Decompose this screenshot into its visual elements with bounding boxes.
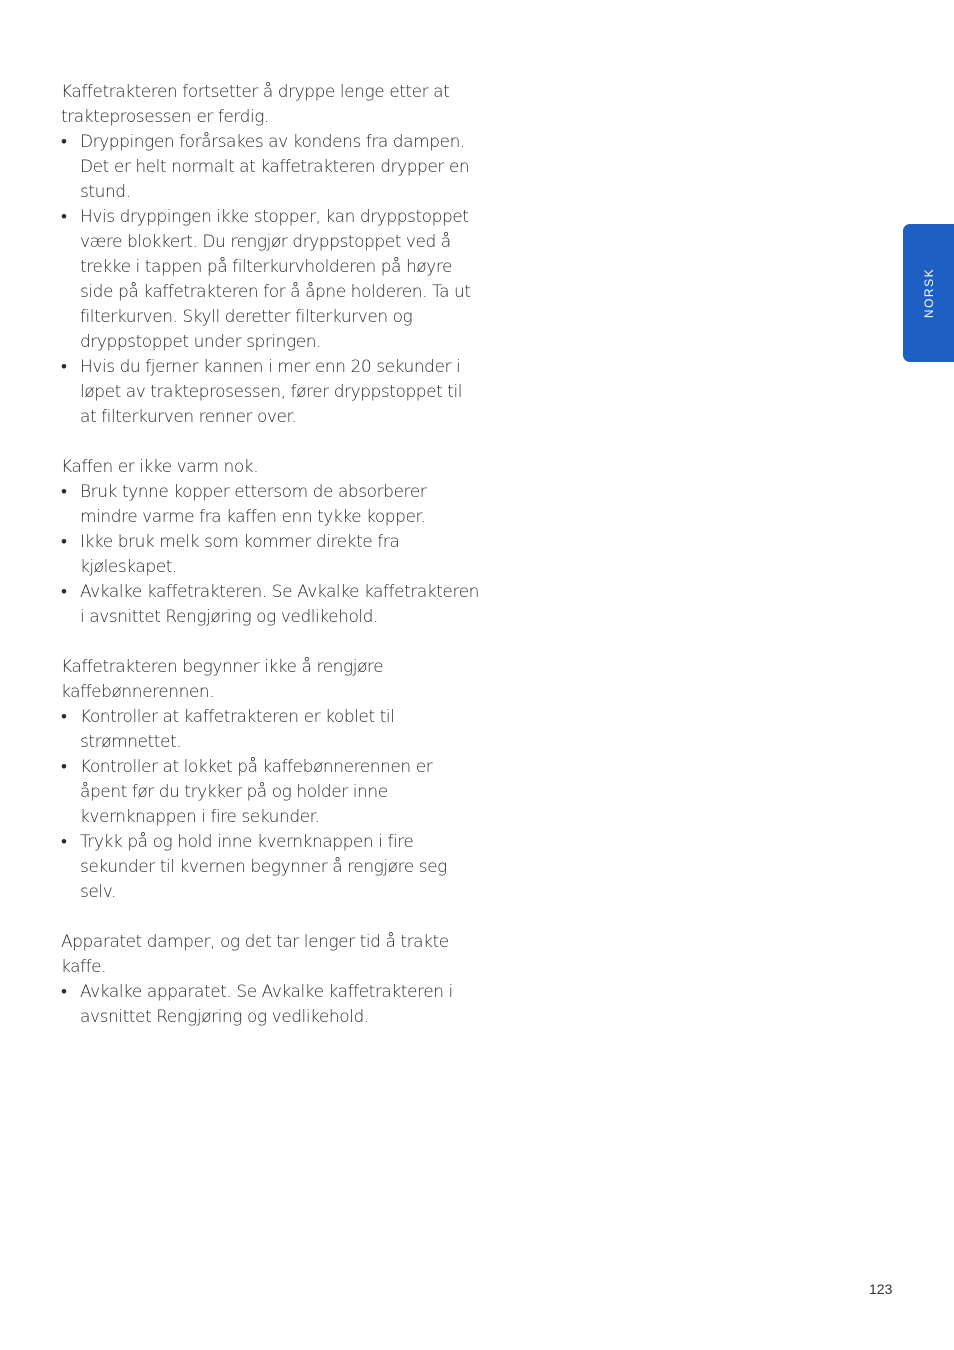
list-item-text: Hvis dryppingen ikke stopper, kan dryppstoppet være blokkert. Du rengjør dryppstoppet ved å trekke i tappen på filterkurvholderen på høyre side på kaffetrakteren for å åpne holderen. Ta ut filterkurven. Skyll deretter filterkurven og dryppstoppet under springen. [80,207,471,352]
bullet-icon: • [61,132,67,152]
bullet-list [61,480,481,630]
list-item-text: Avkalke kaffetrakteren. Se Avkalke kaffetrakteren i avsnittet Rengjøring og vedlikehold. [80,582,479,627]
list-item-text: Trykk på og hold inne kvernknappen i fire sekunder til kvernen begynner å rengjøre seg selv. [80,832,447,902]
list-item [61,580,481,630]
section-title: Kaffen er ikke varm nok. [61,457,259,477]
section-title: Kaffetrakteren begynner ikke å rengjøre kaffebønnerennen. [61,657,384,702]
bullet-icon: • [61,207,67,227]
section-title: Kaffetrakteren fortsetter å dryppe lenge etter at trakteprosessen er ferdig. [61,82,450,127]
list-item [61,205,481,355]
bullet-list [61,980,481,1030]
page-number: 123 [869,1281,893,1297]
bullet-icon: • [61,757,67,777]
bullet-icon: • [61,582,67,602]
list-item-text: Dryppingen forårsakes av kondens fra dampen. Det er helt normalt at kaffetrakteren drypper en stund. [80,132,470,202]
bullet-icon: • [61,532,67,552]
list-item [61,980,481,1030]
list-item [61,130,481,205]
bullet-icon: • [61,832,67,852]
list-item-text: Kontroller at kaffetrakteren er koblet til strømnettet. [80,707,395,752]
list-item-text: Avkalke apparatet. Se Avkalke kaffetrakteren i avsnittet Rengjøring og vedlikehold. [80,982,453,1027]
language-tab-label: NORSK [921,267,936,319]
bullet-icon: • [61,707,67,727]
section-dripping [61,80,481,430]
bullet-icon: • [61,482,67,502]
section-not-warm [61,455,481,630]
list-item [61,755,481,830]
list-item-text: Kontroller at lokket på kaffebønnerennen er åpent før du trykker på og holder inne kvernknappen i fire sekunder. [80,757,433,827]
bullet-icon: • [61,357,67,377]
language-tab [903,224,954,362]
list-item [61,355,481,430]
list-item-text: Bruk tynne kopper ettersom de absorberer mindre varme fra kaffen enn tykke kopper. [80,482,427,527]
list-item [61,530,481,580]
list-item-text: Ikke bruk melk som kommer direkte fra kjøleskapet. [80,532,400,577]
section-chute-cleaning [61,655,481,905]
section-title: Apparatet damper, og det tar lenger tid å trakte kaffe. [61,932,449,977]
bullet-icon: • [61,982,67,1002]
list-item [61,705,481,755]
bullet-list [61,705,481,905]
bullet-list [61,130,481,430]
list-item [61,830,481,905]
section-steaming [61,930,481,1030]
list-item [61,480,481,530]
list-item-text: Hvis du fjerner kannen i mer enn 20 sekunder i løpet av trakteprosessen, fører dryppstoppet til at filterkurven renner over. [80,357,463,427]
troubleshooting-content [61,80,481,1055]
